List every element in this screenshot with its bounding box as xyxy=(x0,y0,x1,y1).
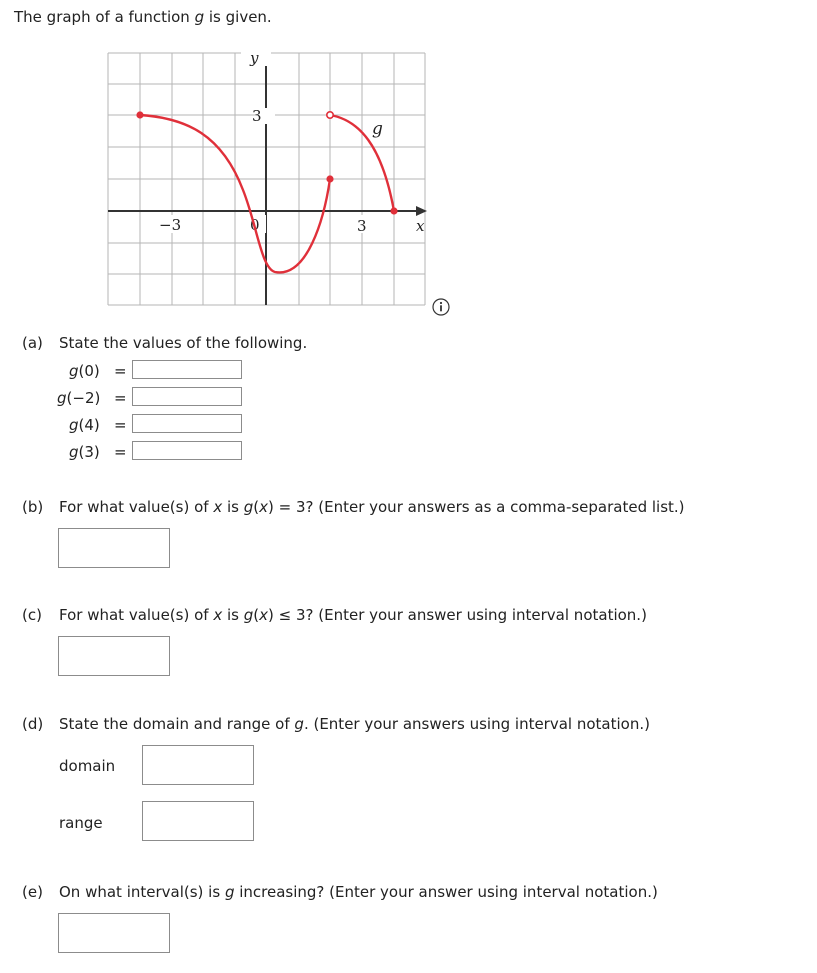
g4-input[interactable] xyxy=(132,414,242,433)
x-tick-label-neg3: −3 xyxy=(159,216,182,234)
question-e: (e) On what interval(s) is g increasing? (Enter your answer using interval notation.) xyxy=(22,883,658,901)
problem-intro: The graph of a function g is given. xyxy=(14,8,272,26)
y-tick-label: 3 xyxy=(252,107,262,125)
open-endpoint xyxy=(327,112,333,118)
x-axis-label: x xyxy=(416,217,425,235)
y-axis-label: y xyxy=(250,50,259,67)
curve-label: g xyxy=(372,119,383,139)
domain-label: domain xyxy=(59,757,116,775)
a-expr: g(−2) xyxy=(57,389,101,407)
a-expr: g(0) xyxy=(69,362,100,380)
gneg2-input[interactable] xyxy=(132,387,242,406)
closed-endpoint xyxy=(390,207,397,214)
question-a: (a) State the values of the following. xyxy=(22,334,308,352)
range-label: range xyxy=(59,814,103,832)
function-graph xyxy=(107,50,427,308)
b-answer-input[interactable] xyxy=(58,528,170,568)
origin-label: 0 xyxy=(250,216,260,234)
x-tick-label-3: 3 xyxy=(357,217,367,235)
a-expr: g(3) xyxy=(69,443,100,461)
question-b: (b) For what value(s) of x is g(x) = 3? (Enter your answers as a comma-separated list.) xyxy=(22,498,685,516)
domain-input[interactable] xyxy=(142,745,254,785)
g3-input[interactable] xyxy=(132,441,242,460)
closed-endpoint xyxy=(326,175,333,182)
question-c: (c) For what value(s) of x is g(x) ≤ 3? (Enter your answer using interval notation.) xyxy=(22,606,647,624)
a-expr: g(4) xyxy=(69,416,100,434)
question-d: (d) State the domain and range of g. (Enter your answers using interval notation.) xyxy=(22,715,650,733)
info-icon[interactable] xyxy=(432,298,450,316)
closed-endpoint xyxy=(136,111,143,118)
g0-input[interactable] xyxy=(132,360,242,379)
e-answer-input[interactable] xyxy=(58,913,170,953)
c-answer-input[interactable] xyxy=(58,636,170,676)
range-input[interactable] xyxy=(142,801,254,841)
